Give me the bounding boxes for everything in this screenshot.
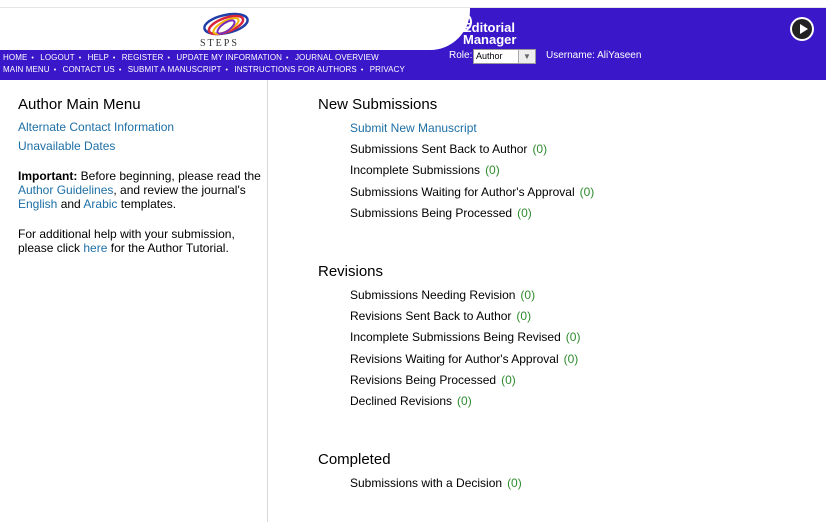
list-item[interactable]: Revisions Being Processed (0) bbox=[350, 372, 516, 387]
nav-privacy-link[interactable]: PRIVACY bbox=[369, 65, 405, 74]
submit-new-manuscript-link[interactable]: Submit New Manuscript bbox=[350, 121, 477, 135]
list-item[interactable]: Incomplete Submissions (0) bbox=[350, 163, 500, 178]
author-guidelines-link[interactable]: Author Guidelines bbox=[18, 183, 114, 197]
nav-home-link[interactable]: HOME bbox=[3, 53, 28, 62]
nav-submit-manuscript-link[interactable]: SUBMIT A MANUSCRIPT bbox=[127, 65, 222, 74]
top-nav-row-1: HOME • LOGOUT • HELP • REGISTER • UPDATE MY INFORMATION • JOURNAL OVERVIEW bbox=[3, 53, 379, 62]
count-badge: (0) bbox=[520, 288, 536, 302]
em-logo-line2: Manager bbox=[463, 32, 517, 47]
nav-contact-us-link[interactable]: CONTACT US bbox=[62, 65, 115, 74]
sidebar-title: Author Main Menu bbox=[18, 96, 141, 113]
list-item[interactable]: Declined Revisions (0) bbox=[350, 393, 472, 408]
nav-help-link[interactable]: HELP bbox=[87, 53, 109, 62]
list-item[interactable]: Submissions Waiting for Author's Approval (0) bbox=[350, 184, 595, 199]
journal-logo-text: STEPS bbox=[200, 38, 239, 49]
header-bar bbox=[0, 8, 826, 80]
count-badge: (0) bbox=[517, 205, 532, 220]
important-label: Important: bbox=[18, 169, 78, 183]
journal-logo-area bbox=[0, 8, 470, 50]
count-badge: (0) bbox=[507, 476, 522, 490]
list-item bbox=[350, 121, 594, 142]
editorial-manager-logo bbox=[452, 11, 542, 45]
list-item[interactable]: Revisions Waiting for Author's Approval (0) bbox=[350, 351, 579, 366]
nav-register-link[interactable]: REGISTER bbox=[121, 53, 164, 62]
column-divider bbox=[267, 80, 268, 522]
count-badge: (0) bbox=[485, 163, 500, 178]
list-item[interactable]: Revisions Sent Back to Author (0) bbox=[350, 309, 532, 324]
role-select-value: Author bbox=[476, 51, 503, 61]
em-badge-icon: em bbox=[452, 12, 472, 32]
username-label: Username: AliYaseen bbox=[546, 50, 642, 61]
list-item[interactable]: Incomplete Submissions Being Revised (0) bbox=[350, 330, 581, 345]
list-item[interactable]: Submissions Being Processed (0) bbox=[350, 205, 532, 220]
count-badge: (0) bbox=[457, 393, 472, 408]
count-badge: (0) bbox=[516, 309, 532, 324]
help-notice: For additional help with your submission, please click here for the Author Tutorial. bbox=[18, 227, 235, 255]
play-circle-icon[interactable] bbox=[790, 17, 814, 41]
new-submissions-section bbox=[318, 96, 594, 227]
top-border bbox=[0, 0, 826, 8]
author-tutorial-link[interactable]: here bbox=[83, 241, 108, 255]
count-badge: (0) bbox=[565, 330, 581, 345]
em-logo-line1: Editorial bbox=[463, 20, 516, 35]
count-badge: (0) bbox=[579, 184, 595, 199]
author-menu-sidebar bbox=[18, 96, 263, 255]
count-badge: (0) bbox=[501, 372, 516, 387]
completed-title: Completed bbox=[318, 451, 391, 468]
nav-journal-overview-link[interactable]: JOURNAL OVERVIEW bbox=[294, 53, 379, 62]
english-template-link[interactable]: English bbox=[18, 197, 58, 211]
role-select[interactable] bbox=[473, 49, 536, 64]
nav-main-menu-link[interactable]: MAIN MENU bbox=[3, 65, 50, 74]
nav-logout-link[interactable]: LOGOUT bbox=[40, 53, 75, 62]
role-label: Role: bbox=[449, 50, 473, 61]
count-badge: (0) bbox=[563, 351, 579, 366]
unavailable-dates-link[interactable]: Unavailable Dates bbox=[18, 139, 116, 153]
important-notice: Important: Before beginning, please read the Author Guidelines, and review the journal's English and Arabic templates. bbox=[18, 169, 261, 211]
nav-instructions-link[interactable]: INSTRUCTIONS FOR AUTHORS bbox=[234, 65, 357, 74]
chevron-down-icon[interactable]: ▼ bbox=[518, 50, 535, 63]
list-item[interactable]: Submissions Needing Revision (0) bbox=[350, 288, 536, 302]
list-item[interactable]: Submissions with a Decision (0) bbox=[350, 476, 522, 490]
completed-section bbox=[318, 451, 522, 497]
top-nav-row-2: MAIN MENU • CONTACT US • SUBMIT A MANUSCRIPT • INSTRUCTIONS FOR AUTHORS • PRIVACY bbox=[3, 65, 405, 74]
revisions-section bbox=[318, 263, 580, 415]
count-badge: (0) bbox=[532, 142, 548, 157]
nav-update-info-link[interactable]: UPDATE MY INFORMATION bbox=[176, 53, 283, 62]
revisions-title: Revisions bbox=[318, 263, 384, 280]
alternate-contact-link[interactable]: Alternate Contact Information bbox=[18, 120, 175, 134]
list-item[interactable]: Submissions Sent Back to Author (0) bbox=[350, 142, 548, 157]
new-submissions-title: New Submissions bbox=[318, 96, 438, 113]
arabic-template-link[interactable]: Arabic bbox=[83, 197, 118, 211]
